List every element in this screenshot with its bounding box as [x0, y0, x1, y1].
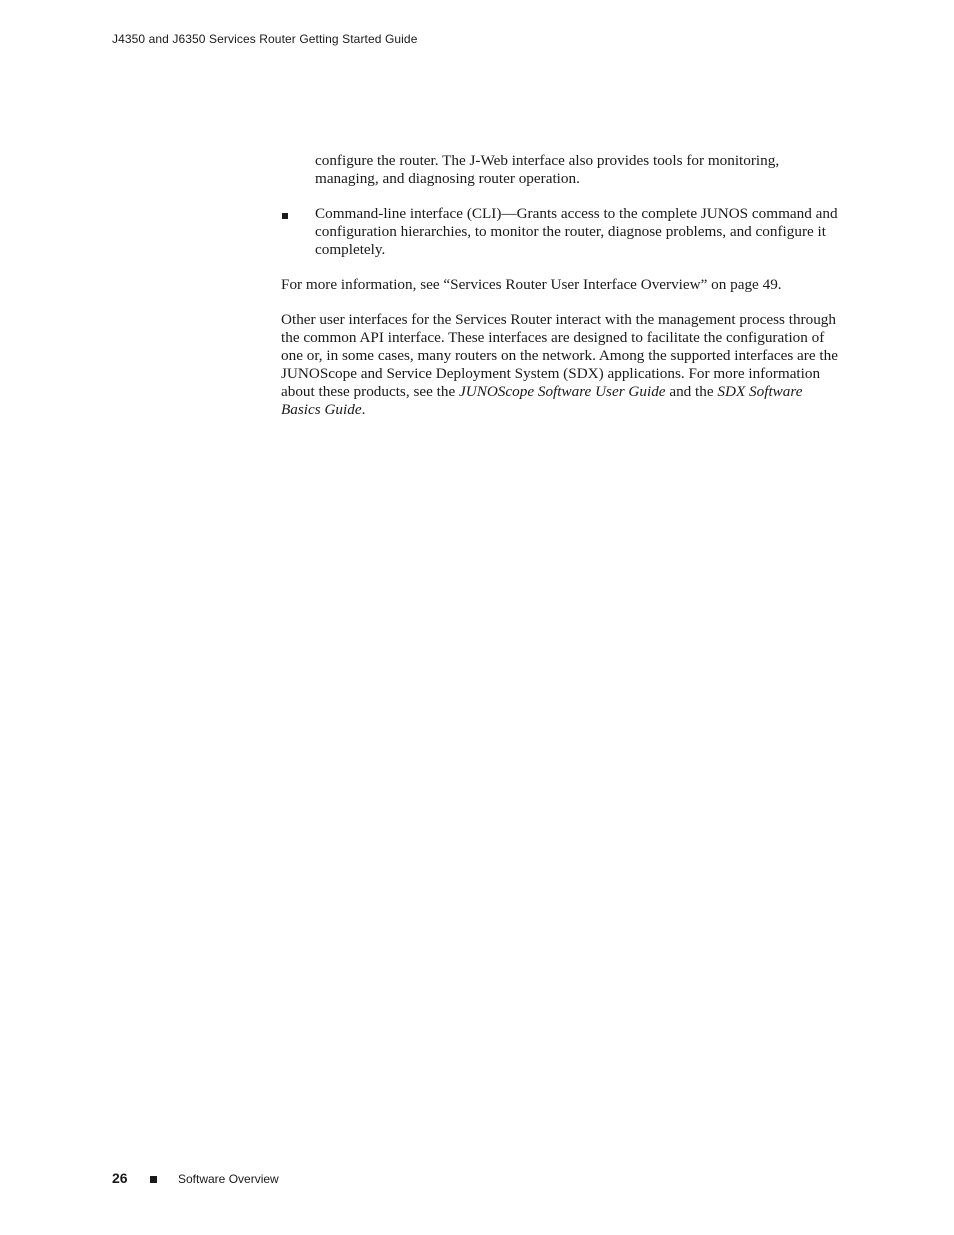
page-number: 26 [112, 1170, 128, 1186]
bullet-square-icon [282, 213, 288, 219]
running-header: J4350 and J6350 Services Router Getting Started Guide [112, 32, 418, 46]
continued-paragraph: configure the router. The J-Web interface also provides tools for monitoring, managing, and diagnosing router operation. [315, 152, 780, 187]
footer-section-title: Software Overview [178, 1172, 279, 1186]
sentence-end: . [361, 401, 366, 418]
guide-joiner: and the [665, 383, 718, 400]
footer-square-icon [150, 1176, 157, 1183]
other-interfaces-text: Other user interfaces for the Services Router interact with the management process through the common API interface. These interfaces are designed to facilitate the configuration of one or, in some cases, many routers on the network. Among the supported interfaces are the JUNOScope and Service Deployment System (SDX) applications. For more information about these products, see the [281, 311, 838, 400]
other-interfaces-paragraph [281, 311, 841, 419]
sdx-guide-title: SDX Software Basics Guide [281, 383, 803, 418]
bullet-text-cli: Command-line interface (CLI)—Grants access to the complete JUNOS command and configuration hierarchies, to monitor the router, diagnose problems, and configure it completely. [315, 205, 838, 258]
junoscope-guide-title: JUNOScope Software User Guide [458, 383, 666, 400]
more-info-paragraph: For more information, see “Services Router User Interface Overview” on page 49. [281, 276, 782, 293]
